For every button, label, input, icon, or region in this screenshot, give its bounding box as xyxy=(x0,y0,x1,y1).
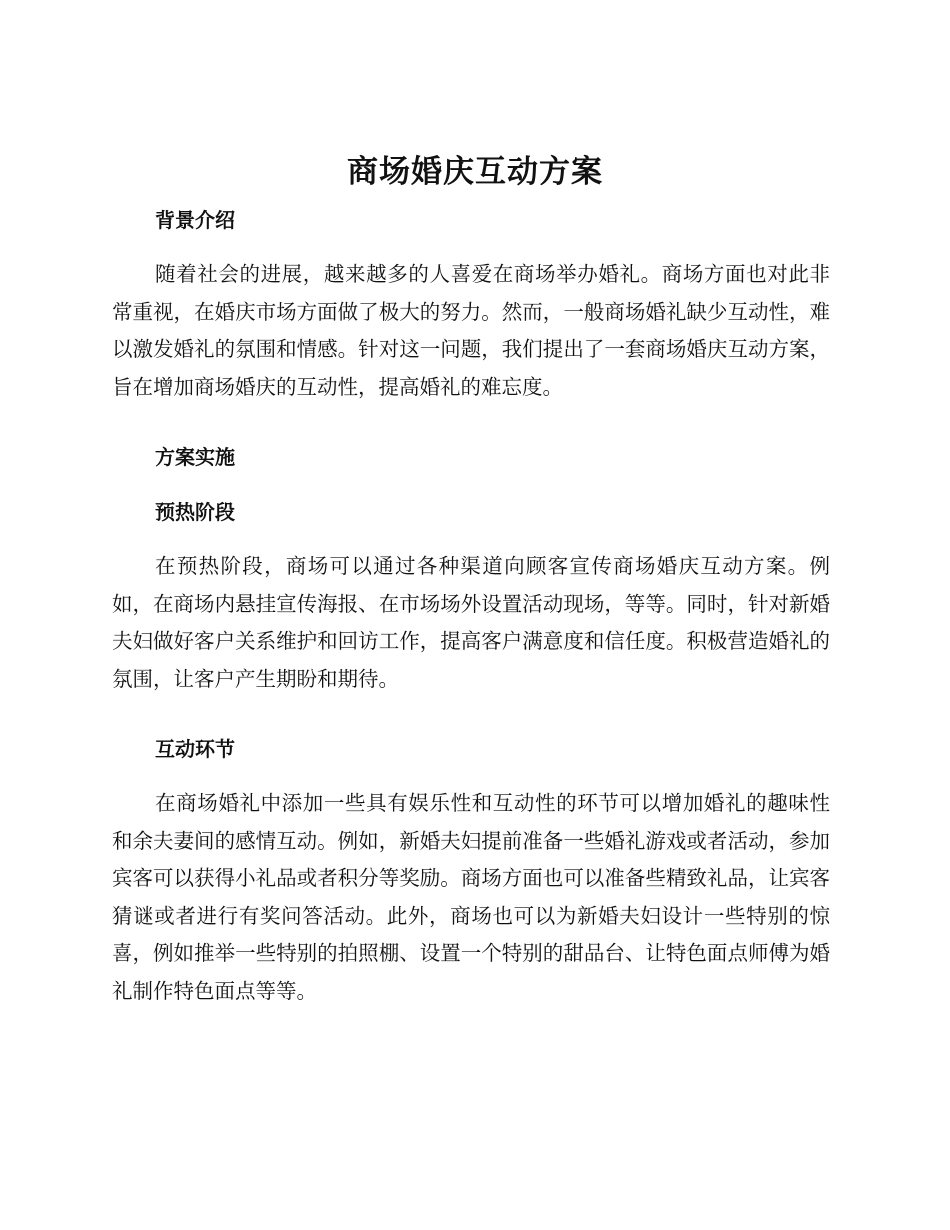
paragraph-background: 随着社会的进展，越来越多的人喜爱在商场举办婚礼。商场方面也对此非常重视，在婚庆市场方面做了极大的努力。然而，一般商场婚礼缺少互动性，难以激发婚礼的氛围和情感。针对这一问题，我们提出了一套商场婚庆互动方案，旨在增加商场婚庆的互动性，提高婚礼的难忘度。 xyxy=(112,262,830,399)
paragraph-warmup: 在预热阶段，商场可以通过各种渠道向顾客宣传商场婚庆互动方案。例如，在商场内悬挂宣传海报、在市场场外设置活动现场，等等。同时，针对新婚夫妇做好客户关系维护和回访工作，提高客户满意度和信任度。积极营造婚礼的氛围，让客户产生期盼和期待。 xyxy=(112,554,830,691)
section-heading-background: 背景介绍 xyxy=(155,208,235,232)
section-heading-warmup: 预热阶段 xyxy=(155,500,235,524)
section-heading-implementation: 方案实施 xyxy=(155,445,235,469)
section-heading-interaction: 互动环节 xyxy=(155,737,235,761)
paragraph-interaction: 在商场婚礼中添加一些具有娱乐性和互动性的环节可以增加婚礼的趣味性和余夫妻间的感情互动。例如，新婚夫妇提前准备一些婚礼游戏或者活动，参加宾客可以获得小礼品或者积分等奖励。商场方面也可以准备些精致礼品，让宾客猜谜或者进行有奖问答活动。此外，商场也可以为新婚夫妇设计一些特别的惊喜，例如推举一些特别的拍照棚、设置一个特别的甜品台、让特色面点师傅为婚礼制作特色面点等等。 xyxy=(112,791,830,1003)
document-title: 商场婚庆互动方案 xyxy=(347,154,603,190)
